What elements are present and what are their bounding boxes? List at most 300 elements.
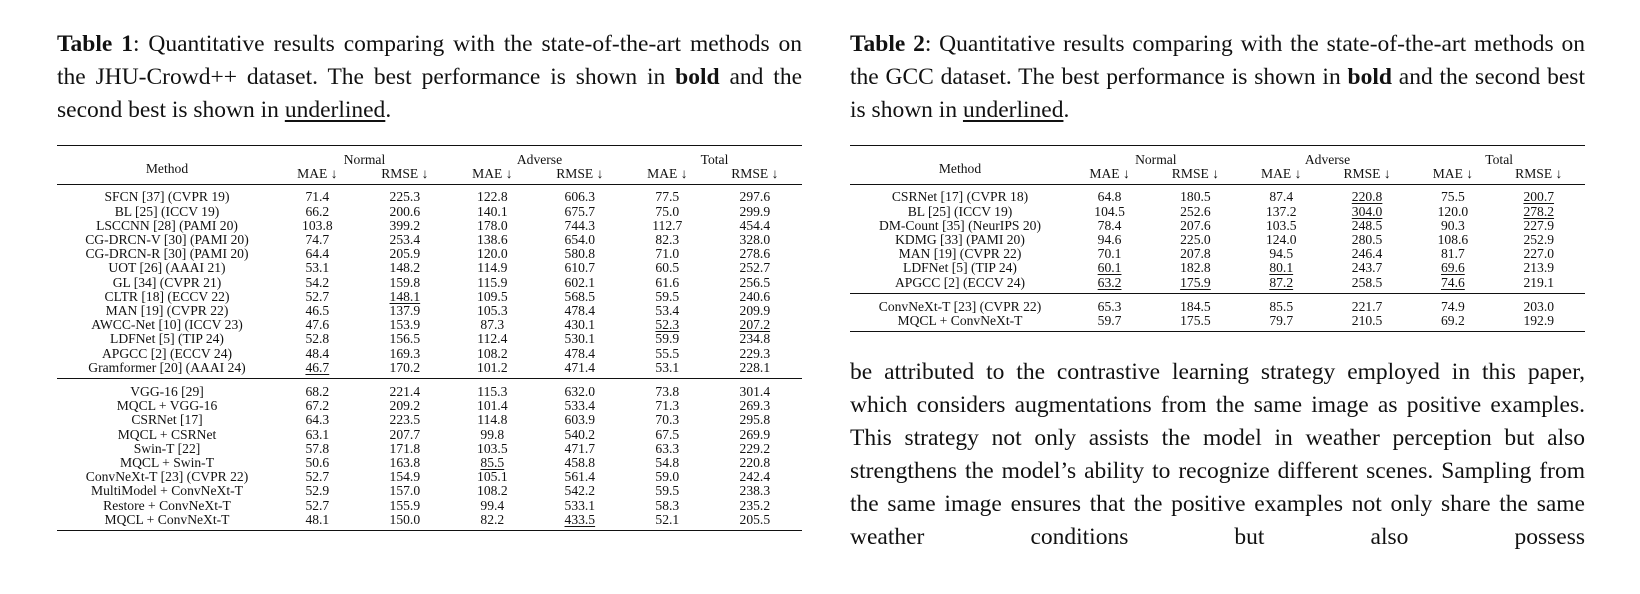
value-cell: 60.5 xyxy=(655,260,680,276)
value-cell: 82.2 xyxy=(480,511,505,527)
value-cell: 227.9 xyxy=(1523,217,1555,233)
value-cell: 225.0 xyxy=(1180,232,1211,248)
value-cell: 101.2 xyxy=(477,359,508,375)
underlined-value: 220.8 xyxy=(1351,189,1383,205)
table-row xyxy=(57,261,802,275)
underlined-value: 52.3 xyxy=(655,317,680,333)
value-cell: 301.4 xyxy=(708,379,802,400)
underlined-value: 200.7 xyxy=(1523,189,1555,205)
value-cell: 252.9 xyxy=(1523,232,1555,248)
value-cell: 64.4 xyxy=(305,246,330,262)
value-cell: 540.2 xyxy=(564,426,596,442)
underlined-value: 175.9 xyxy=(1180,274,1211,290)
method-cell: MAN [19] (CVPR 22) xyxy=(105,303,229,319)
value-cell: 108.6 xyxy=(1437,232,1469,248)
method-cell: LDFNet [5] (TIP 24) xyxy=(903,260,1017,276)
value-cell: 61.6 xyxy=(655,274,680,290)
value-cell: 124.0 xyxy=(1265,232,1297,248)
value-cell: 297.6 xyxy=(739,189,771,205)
value-cell: 69.2 xyxy=(1440,313,1465,329)
table-row xyxy=(850,219,1585,233)
value-cell: 54.2 xyxy=(305,274,330,290)
value-cell: 81.7 xyxy=(1440,246,1465,262)
value-cell: 269.9 xyxy=(739,426,771,442)
value-cell: 454.4 xyxy=(739,217,771,233)
value-cell xyxy=(1492,185,1585,205)
value-cell: 561.4 xyxy=(564,469,596,485)
left-column xyxy=(57,28,802,531)
table2-subcol: RMSE ↓ xyxy=(1149,167,1242,185)
table1-subcol: MAE ↓ xyxy=(277,167,358,185)
value-cell: 140.1 xyxy=(477,203,508,219)
value-cell: 153.9 xyxy=(389,317,421,333)
value-cell: 169.3 xyxy=(389,345,421,361)
value-cell: 112.4 xyxy=(477,331,508,347)
table1-caption-underlined-word: underlined xyxy=(284,97,386,123)
table2 xyxy=(850,145,1585,332)
value-cell: 70.1 xyxy=(1097,246,1122,262)
value-cell: 109.5 xyxy=(477,288,508,304)
value-cell xyxy=(1321,205,1414,219)
value-cell: 744.3 xyxy=(564,217,596,233)
value-cell: 175.5 xyxy=(1180,313,1211,329)
value-cell: 103.5 xyxy=(1265,217,1297,233)
table-row xyxy=(850,293,1585,314)
method-cell: CSRNet [17] xyxy=(131,412,203,428)
table2-subcol: RMSE ↓ xyxy=(1492,167,1585,185)
value-cell: 210.5 xyxy=(1351,313,1383,329)
value-cell xyxy=(1070,261,1149,275)
table2-subcol: MAE ↓ xyxy=(1242,167,1321,185)
value-cell: 603.9 xyxy=(564,412,596,428)
value-cell: 238.3 xyxy=(739,483,771,499)
table2-caption-end: . xyxy=(1063,97,1070,123)
value-cell: 533.4 xyxy=(564,398,596,414)
value-cell: 115.9 xyxy=(477,274,508,290)
method-cell: SFCN [37] (CVPR 19) xyxy=(104,189,230,205)
value-cell: 580.8 xyxy=(564,246,596,262)
method-cell: DM-Count [35] (NeurIPS 20) xyxy=(879,217,1041,233)
table-row xyxy=(57,470,802,484)
value-cell: 156.5 xyxy=(389,331,421,347)
value-cell: 120.0 xyxy=(1437,203,1469,219)
value-cell: 138.6 xyxy=(477,232,508,248)
underlined-value: 69.6 xyxy=(1440,260,1465,276)
value-cell: 471.7 xyxy=(564,440,596,456)
table-row xyxy=(57,499,802,513)
value-cell: 602.1 xyxy=(564,274,596,290)
method-cell: MultiModel + ConvNeXt-T xyxy=(91,483,243,499)
table-row xyxy=(57,276,802,290)
value-cell: 246.4 xyxy=(1351,246,1383,262)
value-cell: 54.8 xyxy=(655,455,680,471)
value-cell: 137.9 xyxy=(389,303,421,319)
value-cell: 157.0 xyxy=(389,483,421,499)
table-row xyxy=(57,513,802,531)
value-cell: 66.2 xyxy=(305,203,330,219)
value-cell: 105.3 xyxy=(477,303,508,319)
value-cell: 52.8 xyxy=(305,331,330,347)
value-cell: 568.5 xyxy=(564,288,596,304)
table-row xyxy=(57,413,802,427)
value-cell: 184.5 xyxy=(1149,293,1242,314)
value-cell: 53.1 xyxy=(305,260,330,276)
value-cell xyxy=(277,361,358,379)
value-cell: 52.1 xyxy=(655,511,680,527)
method-cell: LSCCNN [28] (PAMI 20) xyxy=(96,217,238,233)
value-cell: 207.6 xyxy=(1180,217,1211,233)
value-cell: 207.8 xyxy=(1180,246,1211,262)
value-cell: 228.1 xyxy=(739,359,771,375)
value-cell: 99.4 xyxy=(480,497,505,513)
value-cell: 75.5 xyxy=(1440,189,1465,205)
table-row xyxy=(57,456,802,470)
value-cell: 253.4 xyxy=(389,232,421,248)
value-cell: 163.8 xyxy=(389,455,421,471)
table-row xyxy=(57,428,802,442)
value-cell: 207.7 xyxy=(389,426,421,442)
value-cell: 478.4 xyxy=(564,345,596,361)
value-cell: 82.3 xyxy=(655,232,680,248)
value-cell: 87.4 xyxy=(1269,189,1294,205)
table1-subcol: RMSE ↓ xyxy=(708,167,802,185)
value-cell: 47.6 xyxy=(305,317,330,333)
value-cell: 64.8 xyxy=(1097,189,1122,205)
underlined-value: 46.7 xyxy=(305,359,330,375)
table-row xyxy=(57,185,802,205)
table1-group-normal: Normal xyxy=(343,152,386,167)
value-cell: 64.3 xyxy=(305,412,330,428)
value-cell: 328.0 xyxy=(739,232,771,248)
value-cell: 243.7 xyxy=(1351,260,1383,276)
value-cell: 223.5 xyxy=(389,412,421,428)
value-cell: 85.5 xyxy=(1242,293,1321,314)
value-cell: 235.2 xyxy=(739,497,771,513)
method-cell: CG-DRCN-V [30] (PAMI 20) xyxy=(85,232,249,248)
table1-subcol: MAE ↓ xyxy=(627,167,708,185)
value-cell: 57.8 xyxy=(305,440,330,456)
underlined-value: 207.2 xyxy=(739,317,771,333)
value-cell: 530.1 xyxy=(564,331,596,347)
table1-caption-label: Table 1 xyxy=(57,31,133,57)
value-cell: 242.4 xyxy=(739,469,771,485)
value-cell: 256.5 xyxy=(739,274,771,290)
value-cell: 68.2 xyxy=(277,379,358,400)
value-cell: 112.7 xyxy=(652,217,683,233)
table-row xyxy=(57,361,802,379)
value-cell: 52.9 xyxy=(305,483,330,499)
value-cell: 71.4 xyxy=(305,189,330,205)
value-cell: 148.2 xyxy=(389,260,421,276)
value-cell: 542.2 xyxy=(564,483,596,499)
method-cell: GL [34] (CVPR 21) xyxy=(112,274,222,290)
method-cell: BL [25] (ICCV 19) xyxy=(114,203,220,219)
underlined-value: 148.1 xyxy=(389,288,421,304)
method-cell: VGG-16 [29] xyxy=(57,379,277,400)
value-cell: 77.5 xyxy=(655,189,680,205)
table-row xyxy=(57,304,802,318)
underlined-value: 85.5 xyxy=(480,455,505,471)
method-cell: Swin-T [22] xyxy=(133,440,201,456)
value-cell: 53.4 xyxy=(655,303,680,319)
value-cell: 533.1 xyxy=(564,497,596,513)
value-cell: 229.2 xyxy=(739,440,771,456)
value-cell: 67.2 xyxy=(305,398,330,414)
table1-group-total: Total xyxy=(700,152,729,167)
value-cell: 67.5 xyxy=(655,426,680,442)
value-cell xyxy=(1242,261,1321,275)
value-cell: 94.6 xyxy=(1097,232,1122,248)
value-cell xyxy=(1413,261,1492,275)
method-cell: MAN [19] (CVPR 22) xyxy=(898,246,1022,262)
value-cell: 675.7 xyxy=(564,203,596,219)
value-cell: 52.7 xyxy=(305,288,330,304)
table-row xyxy=(57,332,802,346)
value-cell xyxy=(533,513,627,531)
underlined-value: 80.1 xyxy=(1269,260,1294,276)
table1-subcol: RMSE ↓ xyxy=(533,167,627,185)
table-row xyxy=(57,247,802,261)
value-cell: 205.9 xyxy=(389,246,421,262)
method-cell: MQCL + ConvNeXt-T xyxy=(104,511,230,527)
value-cell: 248.5 xyxy=(1351,217,1383,233)
value-cell: 219.1 xyxy=(1523,274,1555,290)
value-cell xyxy=(1321,185,1414,205)
value-cell: 48.1 xyxy=(305,511,330,527)
value-cell: 114.9 xyxy=(477,260,508,276)
value-cell: 103.8 xyxy=(302,217,333,233)
value-cell: 221.7 xyxy=(1321,293,1414,314)
value-cell: 114.8 xyxy=(477,412,508,428)
value-cell: 654.0 xyxy=(564,232,596,248)
table1-caption xyxy=(57,28,802,127)
table2-group-total: Total xyxy=(1485,152,1514,167)
value-cell: 154.9 xyxy=(389,469,421,485)
value-cell: 280.5 xyxy=(1351,232,1383,248)
value-cell: 115.3 xyxy=(452,379,533,400)
value-cell: 225.3 xyxy=(389,189,421,205)
table1-caption-end: . xyxy=(385,97,392,123)
table-row xyxy=(57,347,802,361)
table2-caption-text: : Quantitative results comparing with the state-of-the-art methods on the GCC dataset. The best performance is shown in xyxy=(850,31,1585,90)
table1 xyxy=(57,145,802,531)
table2-caption-underlined-word: underlined xyxy=(962,97,1064,123)
value-cell: 87.3 xyxy=(480,317,505,333)
table-row xyxy=(57,318,802,332)
value-cell: 182.8 xyxy=(1180,260,1211,276)
table2-group-adverse: Adverse xyxy=(1304,152,1351,167)
table1-subcol: MAE ↓ xyxy=(452,167,533,185)
table1-caption-text: : Quantitative results comparing with the state-of-the-art methods on the JHU-Crowd++ dataset. The best performance is shown in xyxy=(57,31,803,90)
method-cell: CLTR [18] (ECCV 22) xyxy=(104,288,230,304)
table2-subcol: MAE ↓ xyxy=(1413,167,1492,185)
value-cell: 103.5 xyxy=(477,440,508,456)
value-cell: 234.8 xyxy=(739,331,771,347)
table-row xyxy=(850,261,1585,275)
value-cell: 78.4 xyxy=(1097,217,1122,233)
table2-section-2 xyxy=(850,293,1585,331)
value-cell: 295.8 xyxy=(739,412,771,428)
value-cell: 171.8 xyxy=(389,440,421,456)
value-cell: 192.9 xyxy=(1523,313,1555,329)
value-cell: 159.8 xyxy=(389,274,421,290)
value-cell: 55.5 xyxy=(655,345,680,361)
value-cell: 137.2 xyxy=(1265,203,1297,219)
value-cell xyxy=(358,290,452,304)
value-cell: 71.3 xyxy=(655,398,680,414)
value-cell: 240.6 xyxy=(739,288,771,304)
method-cell: APGCC [2] (ECCV 24) xyxy=(101,345,233,361)
value-cell: 632.0 xyxy=(533,379,627,400)
value-cell xyxy=(1149,276,1242,294)
value-cell: 209.9 xyxy=(739,303,771,319)
value-cell: 74.7 xyxy=(305,232,330,248)
method-cell: LDFNet [5] (TIP 24) xyxy=(110,331,224,347)
value-cell: 150.0 xyxy=(389,511,421,527)
value-cell: 606.3 xyxy=(564,189,596,205)
value-cell: 252.7 xyxy=(739,260,771,276)
table2-section-1 xyxy=(850,185,1585,293)
value-cell: 53.1 xyxy=(655,359,680,375)
value-cell: 458.8 xyxy=(564,455,596,471)
table-row xyxy=(57,379,802,400)
table-row xyxy=(850,314,1585,332)
value-cell: 220.8 xyxy=(739,455,771,471)
value-cell: 178.0 xyxy=(477,217,508,233)
underlined-value: 60.1 xyxy=(1097,260,1122,276)
body-paragraph: be attributed to the contrastive learning strategy employed in this paper, which considers augmentations from the same image as positive examples. This strategy not only assists the model in weather perception but also strengthens the model’s ability to recognize different scenes. Sampling from the same image ensures that the positive examples not only share the same weather conditions but also possess xyxy=(850,359,1585,551)
method-cell: MQCL + VGG-16 xyxy=(116,398,218,414)
value-cell: 101.4 xyxy=(477,398,508,414)
table-row xyxy=(57,290,802,304)
underlined-value: 87.2 xyxy=(1269,274,1294,290)
table-row xyxy=(850,247,1585,261)
value-cell xyxy=(627,318,708,332)
table2-caption-text-b: and the second best is shown in xyxy=(850,64,1585,123)
method-cell: ConvNeXt-T [23] (CVPR 22) xyxy=(850,293,1070,314)
value-cell: 70.3 xyxy=(655,412,680,428)
value-cell: 50.6 xyxy=(305,455,330,471)
method-cell: Restore + ConvNeXt-T xyxy=(103,497,231,513)
table-row xyxy=(850,276,1585,294)
value-cell: 120.0 xyxy=(477,246,508,262)
value-cell: 65.3 xyxy=(1070,293,1149,314)
method-cell: UOT [26] (AAAI 21) xyxy=(108,260,226,276)
table2-group-normal: Normal xyxy=(1135,152,1177,167)
table1-section-2 xyxy=(57,379,802,531)
table1-section-1 xyxy=(57,185,802,379)
table2-method-header: Method xyxy=(850,146,1070,185)
value-cell: 90.3 xyxy=(1440,217,1465,233)
method-cell: KDMG [33] (PAMI 20) xyxy=(895,232,1025,248)
value-cell: 108.2 xyxy=(477,345,508,361)
value-cell: 213.9 xyxy=(1523,260,1555,276)
method-cell: MQCL + ConvNeXt-T xyxy=(897,313,1023,329)
value-cell: 63.3 xyxy=(655,440,680,456)
value-cell xyxy=(1070,276,1149,294)
value-cell: 205.5 xyxy=(739,511,771,527)
value-cell xyxy=(452,456,533,470)
underlined-value: 304.0 xyxy=(1351,203,1383,219)
value-cell: 79.7 xyxy=(1269,313,1294,329)
method-cell: APGCC [2] (ECCV 24) xyxy=(894,274,1026,290)
table2-caption xyxy=(850,28,1585,127)
value-cell: 59.7 xyxy=(1097,313,1122,329)
value-cell: 52.7 xyxy=(305,469,330,485)
value-cell: 105.1 xyxy=(477,469,508,485)
value-cell: 252.6 xyxy=(1180,203,1211,219)
method-cell: MQCL + CSRNet xyxy=(117,426,217,442)
value-cell: 63.1 xyxy=(305,426,330,442)
value-cell: 299.9 xyxy=(739,203,771,219)
method-cell: Gramformer [20] (AAAI 24) xyxy=(88,359,246,375)
value-cell xyxy=(1492,205,1585,219)
value-cell: 200.6 xyxy=(389,203,421,219)
value-cell: 46.5 xyxy=(305,303,330,319)
value-cell: 59.0 xyxy=(655,469,680,485)
value-cell: 74.9 xyxy=(1413,293,1492,314)
table-row xyxy=(850,205,1585,219)
table-row xyxy=(57,219,802,233)
value-cell xyxy=(708,318,802,332)
table-row xyxy=(57,205,802,219)
table1-caption-text-b: and the second best is shown in xyxy=(57,64,802,123)
table2-subcol: MAE ↓ xyxy=(1070,167,1149,185)
value-cell: 399.2 xyxy=(389,217,421,233)
table-row xyxy=(57,233,802,247)
right-column xyxy=(850,28,1585,554)
value-cell: 59.9 xyxy=(655,331,680,347)
value-cell: 122.8 xyxy=(477,189,508,205)
value-cell: 104.5 xyxy=(1094,203,1125,219)
method-cell: CSRNet [17] (CVPR 18) xyxy=(891,189,1029,205)
value-cell: 59.5 xyxy=(655,288,680,304)
value-cell: 478.4 xyxy=(564,303,596,319)
value-cell: 75.0 xyxy=(655,203,680,219)
value-cell: 203.0 xyxy=(1492,293,1585,314)
table-row xyxy=(57,484,802,498)
value-cell: 52.7 xyxy=(305,497,330,513)
table-row xyxy=(850,185,1585,205)
underlined-value: 63.2 xyxy=(1097,274,1122,290)
value-cell: 73.8 xyxy=(627,379,708,400)
table2-subcol: RMSE ↓ xyxy=(1321,167,1414,185)
underlined-value: 74.6 xyxy=(1440,274,1465,290)
value-cell: 58.3 xyxy=(655,497,680,513)
value-cell: 108.2 xyxy=(477,483,508,499)
value-cell: 229.3 xyxy=(739,345,771,361)
value-cell: 155.9 xyxy=(389,497,421,513)
table1-method-header: Method xyxy=(57,146,277,185)
value-cell xyxy=(1413,276,1492,294)
value-cell: 278.6 xyxy=(739,246,771,262)
underlined-value: 278.2 xyxy=(1523,203,1555,219)
value-cell: 471.4 xyxy=(564,359,596,375)
method-cell: CG-DRCN-R [30] (PAMI 20) xyxy=(85,246,249,262)
table2-caption-label: Table 2 xyxy=(850,31,925,57)
method-cell: BL [25] (ICCV 19) xyxy=(907,203,1013,219)
value-cell: 258.5 xyxy=(1351,274,1383,290)
table2-caption-bold-word: bold xyxy=(1347,64,1392,90)
underlined-value: 433.5 xyxy=(564,511,596,527)
table-row xyxy=(57,442,802,456)
value-cell: 71.0 xyxy=(655,246,680,262)
value-cell: 180.5 xyxy=(1180,189,1211,205)
value-cell: 221.4 xyxy=(358,379,452,400)
value-cell: 48.4 xyxy=(305,345,330,361)
table1-caption-bold-word: bold xyxy=(675,64,720,90)
method-cell: ConvNeXt-T [23] (CVPR 22) xyxy=(85,469,249,485)
